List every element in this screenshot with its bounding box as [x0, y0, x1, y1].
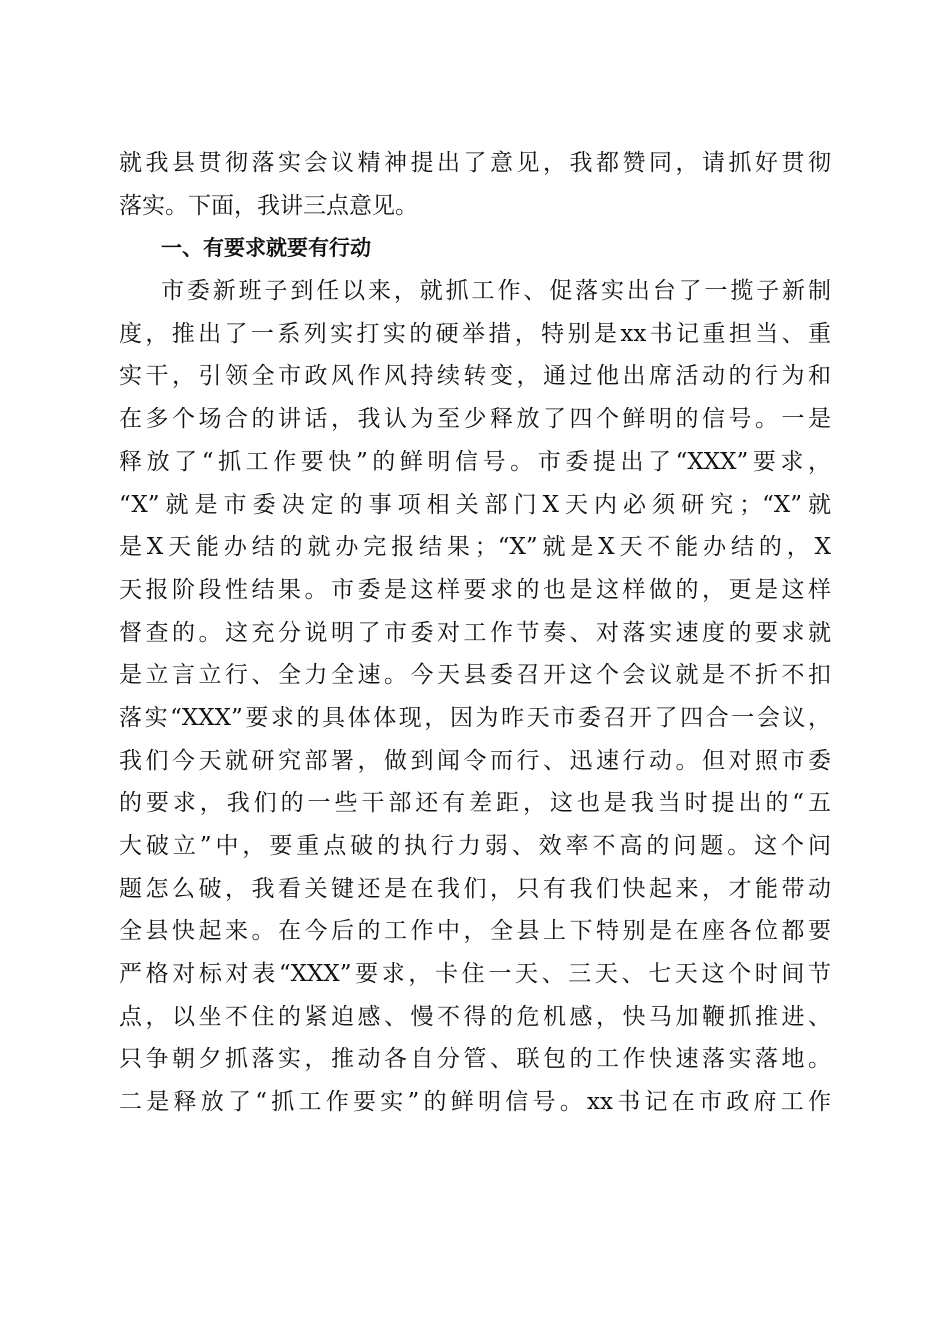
paragraph-line: 的要求，我们的一些干部还有差距，这也是我当时提出的“五	[119, 790, 831, 817]
paragraph-line: “X”就是市委决定的事项相关部门X天内必须研究；“X”就	[119, 491, 831, 518]
paragraph-line: 是X天能办结的就办完报结果；“X”就是X天不能办结的，X	[119, 534, 831, 561]
paragraph-line: 点，以坐不住的紧迫感、慢不得的危机感，快马加鞭抓推进、	[119, 1003, 831, 1030]
intro-line-2: 落实。下面，我讲三点意见。	[119, 192, 418, 219]
paragraph-line: 我们今天就研究部署，做到闻令而行、迅速行动。但对照市委	[119, 747, 831, 774]
paragraph-line: 严格对标对表“XXX”要求，卡住一天、三天、七天这个时间节	[119, 961, 831, 988]
section-heading: 一、有要求就要有行动	[161, 236, 371, 261]
paragraph-line: 督查的。这充分说明了市委对工作节奏、对落实速度的要求就	[119, 619, 831, 646]
document-page	[119, 142, 831, 1124]
intro-line-1: 就我县贯彻落实会议精神提出了意见，我都赞同，请抓好贯彻	[119, 150, 831, 176]
paragraph-line: 是立言立行、全力全速。今天县委召开这个会议就是不折不扣	[119, 662, 831, 689]
paragraph-line: 释放了“抓工作要快”的鲜明信号。市委提出了“XXX”要求，	[119, 448, 831, 475]
paragraph-line: 二是释放了“抓工作要实”的鲜明信号。xx书记在市政府工作	[119, 1089, 831, 1116]
paragraph-line: 实干，引领全市政风作风持续转变，通过他出席活动的行为和	[119, 363, 831, 390]
paragraph-line: 只争朝夕抓落实，推动各自分管、联包的工作快速落实落地。	[119, 1046, 831, 1073]
paragraph-line: 在多个场合的讲话，我认为至少释放了四个鲜明的信号。一是	[119, 406, 831, 433]
paragraph-line: 天报阶段性结果。市委是这样要求的也是这样做的，更是这样	[119, 576, 831, 603]
paragraph-line: 市委新班子到任以来，就抓工作、促落实出台了一揽子新制	[161, 278, 831, 305]
paragraph-line: 度，推出了一系列实打实的硬举措，特别是xx书记重担当、重	[119, 320, 831, 347]
paragraph-line: 大破立”中，要重点破的执行力弱、效率不高的问题。这个问	[119, 833, 831, 859]
paragraph-line: 落实“XXX”要求的具体体现，因为昨天市委召开了四合一会议，	[119, 704, 831, 731]
paragraph-line: 全县快起来。在今后的工作中，全县上下特别是在座各位都要	[119, 918, 831, 945]
paragraph-line: 题怎么破，我看关键还是在我们，只有我们快起来，才能带动	[119, 875, 831, 902]
